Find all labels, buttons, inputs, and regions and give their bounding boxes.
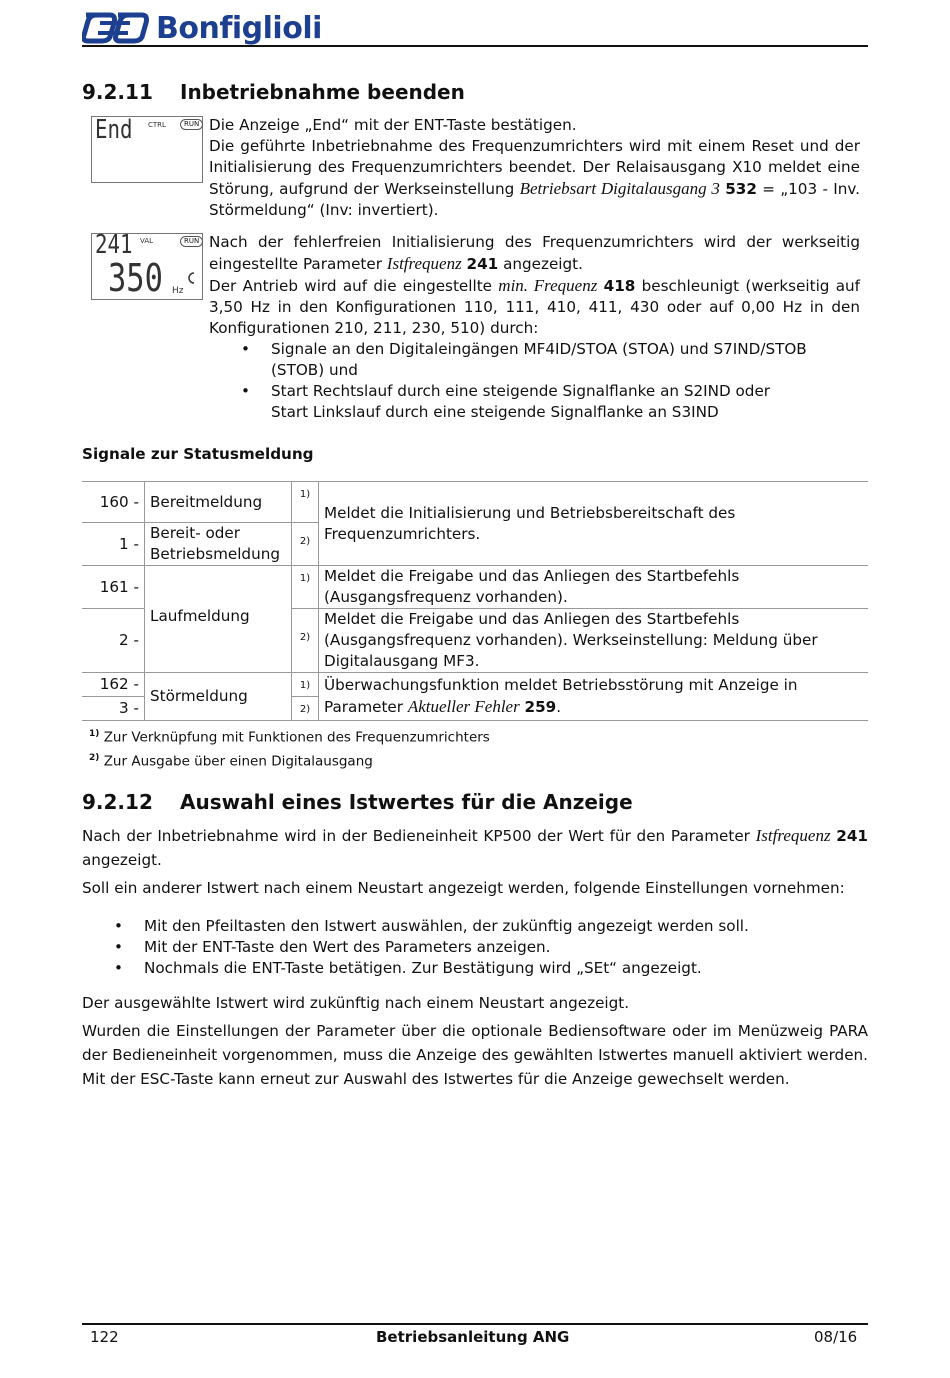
paragraph: Soll ein anderer Istwert nach einem Neustart angezeigt werden, folgende Einstellungen vornehmen:: [82, 879, 845, 897]
parameter-name: min. Frequenz: [498, 276, 598, 295]
signal-name: Bereitmeldung: [145, 482, 292, 523]
footnote: [89, 724, 490, 748]
footnote-mark: 2): [292, 609, 319, 673]
signal-description: Meldet die Initialisierung und Betriebsbereitschaft des Frequenzumrichters.: [319, 482, 869, 566]
signal-description: [319, 673, 869, 721]
text: Der Antrieb wird auf die eingestellte: [209, 277, 499, 295]
signal-number: 162 -: [82, 673, 145, 697]
text: .: [556, 698, 562, 716]
status-signals-table: [82, 481, 868, 721]
signal-description: Meldet die Freigabe und das Anliegen des Startbefehls (Ausgangsfrequenz vorhanden).: [319, 566, 869, 609]
section-9-2-11-text-2: [209, 232, 860, 423]
table-row: [82, 673, 868, 697]
paragraph: Die Anzeige „End“ mit der ENT-Taste bestätigen.: [209, 116, 577, 134]
signal-number: 160 -: [82, 482, 145, 523]
section-9-2-12-text-2: [82, 991, 868, 1091]
footnote-mark: 1): [89, 729, 100, 739]
page-number: 122: [90, 1328, 119, 1346]
paragraph: Wurden die Einstellungen der Parameter über die optionale Bediensoftware oder im Menüzweig PARA der Bedieneinheit vorgenommen, muss die Anzeige des gewählten Istwertes manuell aktiviert werden. Mit der ESC-Taste kann erneut zur Auswahl des Istwertes für die Anzeige gewechselt werden.: [82, 1022, 868, 1088]
table-row: [82, 482, 868, 523]
parameter-name: Istfrequenz: [755, 826, 831, 845]
section-number: 9.2.11: [82, 80, 153, 104]
parameter-name: Betriebsart Digitalausgang 3: [519, 179, 720, 198]
footnote-text: Zur Verknüpfung mit Funktionen des Frequenzumrichters: [103, 729, 490, 746]
parameter-number: 259: [524, 698, 557, 716]
signal-name: Laufmeldung: [145, 566, 292, 673]
lcd-tag: CTRL: [148, 121, 166, 129]
lcd-unit: Hz: [172, 286, 184, 296]
signal-description: Meldet die Freigabe und das Anliegen des Startbefehls (Ausgangsfrequenz vorhanden). Werkseinstellung: Meldung über Digitalausgang MF3.: [319, 609, 869, 673]
signal-number: 1 -: [82, 523, 145, 566]
parameter-number: 532: [725, 180, 757, 198]
text: angezeigt.: [498, 255, 583, 273]
list-item-text: Start Rechtslauf durch eine steigende Signalflanke an S2IND oder: [271, 382, 771, 400]
footnote: [89, 748, 490, 772]
list-item: [271, 381, 831, 402]
paragraph: [209, 275, 860, 339]
list-item-continued: [271, 402, 831, 423]
parameter-number: 241: [466, 255, 499, 273]
section-title: Inbetriebnahme beenden: [180, 80, 465, 104]
list-item-text: Mit den Pfeiltasten den Istwert auswählen, der zukünftig angezeigt werden soll.: [144, 917, 749, 935]
list-item-text: Mit der ENT-Taste den Wert des Parameters anzeigen.: [144, 938, 551, 956]
signal-name: Störmeldung: [145, 673, 292, 721]
lcd-digits: End: [95, 115, 133, 145]
table-footnotes: [89, 724, 490, 771]
paragraph: [209, 136, 860, 221]
signal-number: 161 -: [82, 566, 145, 609]
document-title: Betriebsanleitung ANG: [376, 1328, 570, 1346]
section-heading-9-2-12: [82, 790, 633, 814]
footnote-mark: 1): [292, 482, 319, 523]
signal-number: 2 -: [82, 609, 145, 673]
brand-name: Bonfiglioli: [156, 10, 322, 46]
footnote-text: Zur Ausgabe über einen Digitalausgang: [103, 753, 373, 769]
footnote-mark: 1): [292, 673, 319, 697]
lcd-display-frequency: [91, 230, 203, 300]
header-divider: [82, 45, 868, 47]
rotation-direction-icon: [184, 270, 198, 286]
parameter-number: 241: [836, 827, 868, 845]
text: Überwachungsfunktion meldet Betriebsstörung mit Anzeige in Parameter: [324, 676, 798, 716]
paragraph: Der ausgewählte Istwert wird zukünftig nach einem Neustart angezeigt.: [82, 994, 630, 1012]
parameter-name: Istfrequenz: [386, 254, 462, 273]
section-heading-9-2-11: [82, 80, 465, 104]
section-title: Auswahl eines Istwertes für die Anzeige: [180, 790, 633, 814]
signal-name: Bereit- oder Betriebsmeldung: [145, 523, 292, 566]
brand-logo: [82, 8, 322, 48]
lcd-run-indicator: RUN: [180, 236, 203, 247]
list-item-text: Nochmals die ENT-Taste betätigen. Zur Bestätigung wird „SEt“ angezeigt.: [144, 959, 702, 977]
paragraph: [209, 232, 860, 275]
display-steps-list: [82, 916, 930, 979]
footnote-mark: 1): [292, 566, 319, 609]
paragraph: [82, 824, 868, 872]
text: Nach der fehlerfreien Initialisierung des Frequenzumrichters wird der werkseitig eingestellte Parameter: [209, 233, 860, 273]
signal-number: 3 -: [82, 697, 145, 721]
section-9-2-11-text: [209, 115, 860, 221]
start-conditions-list: [209, 339, 831, 423]
text: beschleunigt (werkseitig auf 3,50 Hz in den Konfigurationen 110, 111, 410, 411, 430 oder auf 0,00 Hz in den Konfigurationen 210, 211, 230, 510) durch:: [209, 277, 861, 337]
lcd-tag: VAL: [140, 237, 154, 245]
list-item: [144, 937, 930, 958]
text: Nach der Inbetriebnahme wird in der Bedieneinheit KP500 der Wert für den Parameter: [82, 827, 756, 845]
list-item: [144, 916, 930, 937]
list-item-text: Signale an den Digitaleingängen MF4ID/STOA (STOA) und S7IND/STOB (STOB) und: [271, 340, 807, 379]
list-item-text: Start Linkslauf durch eine steigende Signalflanke an S3IND: [271, 403, 719, 421]
text: = „103 - Inv. Störmeldung“ (Inv: invertiert).: [209, 180, 861, 219]
text: Die geführte Inbetriebnahme des Frequenzumrichters wird mit einem Reset und der Initialisierung des Frequenzumrichters beendet. Der Relaisausgang X10 meldet eine Störung, aufgrund der Werkseinstellung: [209, 137, 860, 198]
footnote-mark: 2): [292, 697, 319, 721]
footer-divider: [82, 1323, 868, 1325]
bonfiglioli-logo-icon: [82, 11, 150, 45]
section-9-2-12-text: [82, 824, 868, 900]
lcd-display-end: [91, 116, 203, 183]
list-item: [271, 339, 831, 381]
footnote-mark: 2): [292, 523, 319, 566]
lcd-run-indicator: RUN: [180, 119, 203, 130]
text: angezeigt.: [82, 851, 162, 869]
lcd-value-digits: 350: [108, 256, 163, 300]
document-date: 08/16: [814, 1328, 858, 1346]
section-number: 9.2.12: [82, 790, 153, 814]
signals-heading: Signale zur Statusmeldung: [82, 445, 314, 463]
table-row: [82, 566, 868, 609]
lcd-parameter-digits: 241: [95, 230, 133, 260]
parameter-name: Aktueller Fehler: [407, 697, 520, 716]
parameter-number: 418: [603, 277, 636, 295]
list-item: [144, 958, 930, 979]
footnote-mark: 2): [89, 752, 100, 763]
